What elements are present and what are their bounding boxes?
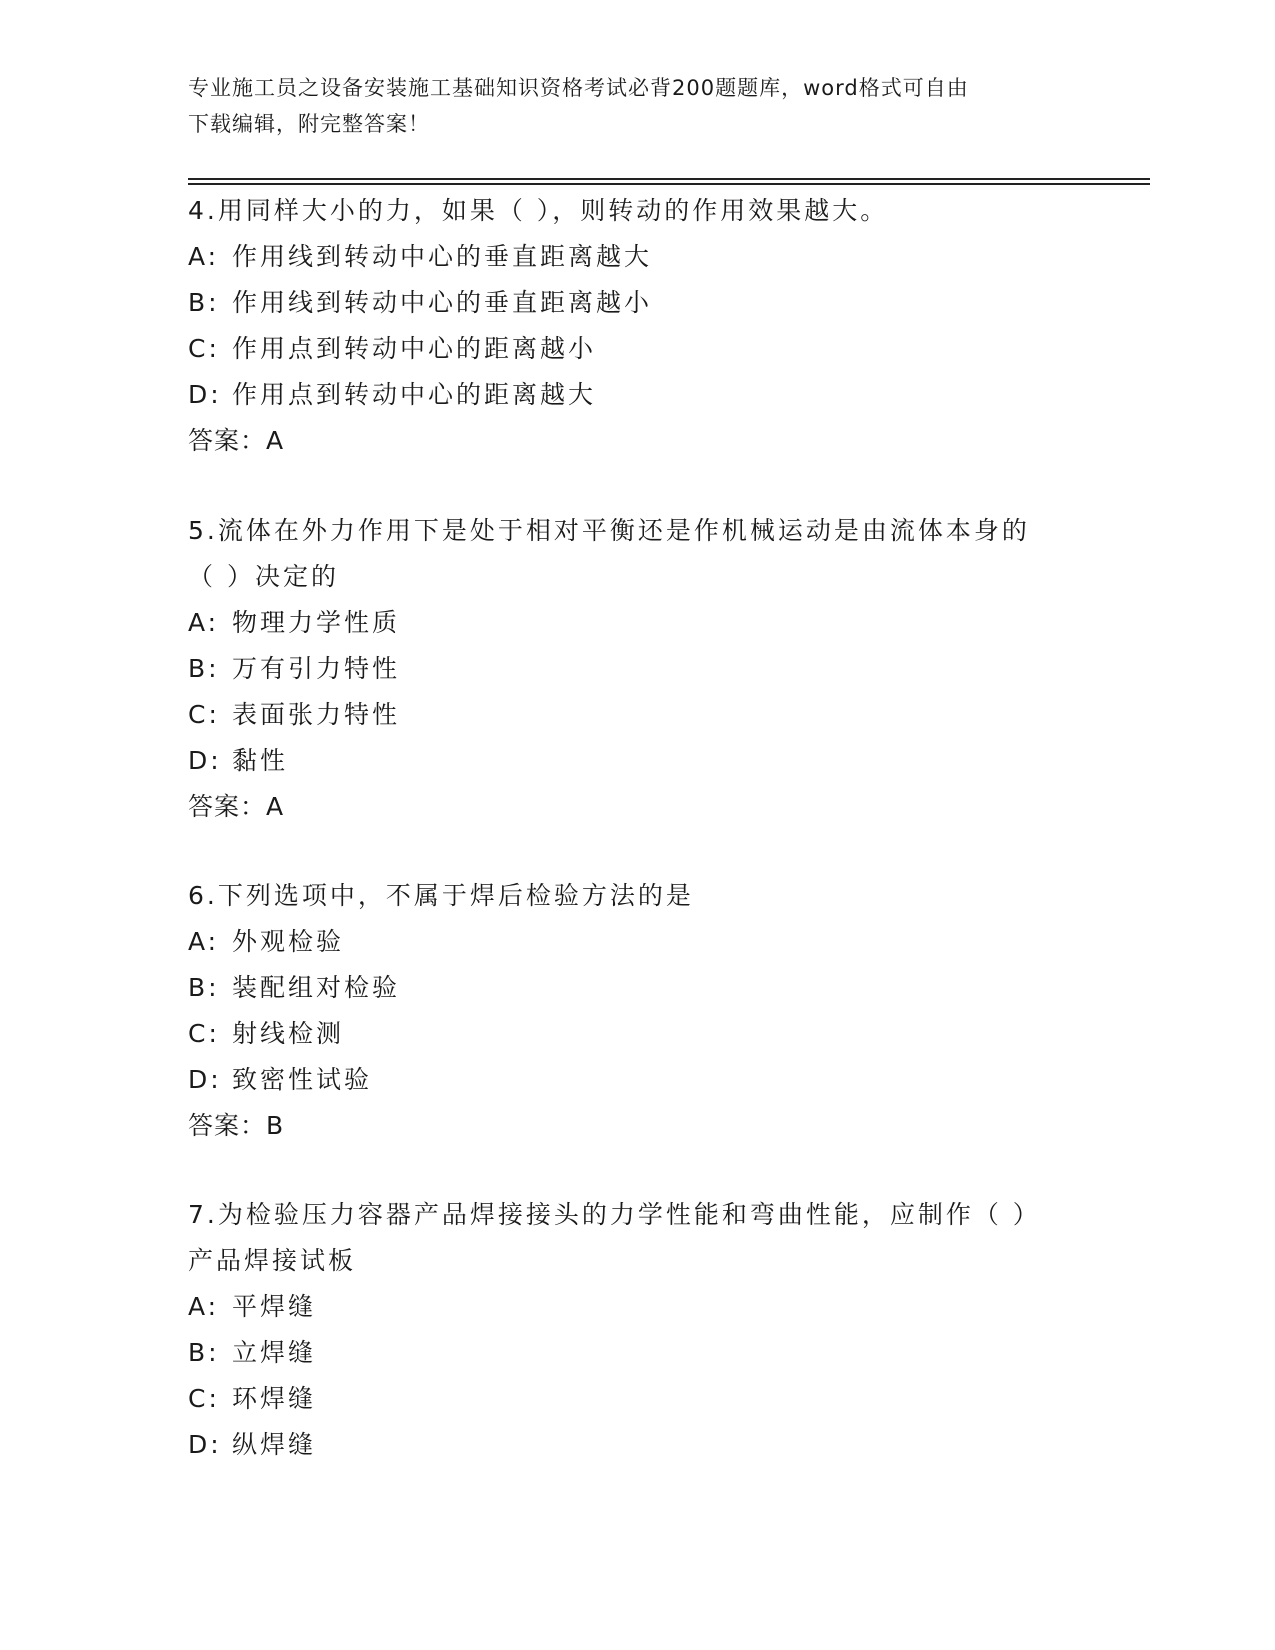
option-text: 物理力学性质 xyxy=(232,608,401,637)
option-text: 万有引力特性 xyxy=(232,654,401,683)
document-header xyxy=(188,70,1068,142)
question-stem: 4.用同样大小的力，如果（ ），则转动的作用效果越大。 xyxy=(188,196,889,225)
option-c xyxy=(188,326,1068,372)
header-divider-top xyxy=(188,178,1150,180)
option-a xyxy=(188,234,1068,280)
question-6 xyxy=(188,873,1068,1149)
option-letter: A: xyxy=(188,927,220,956)
option-d xyxy=(188,1422,1068,1468)
option-text: 平焊缝 xyxy=(232,1292,317,1321)
answer: 答案：A xyxy=(188,792,285,821)
option-a xyxy=(188,919,1068,965)
header-line-2: 下载编辑，附完整答案！ xyxy=(188,112,430,136)
question-7 xyxy=(188,1192,1068,1468)
question-5 xyxy=(188,508,1068,830)
question-stem-continued: （ ）决定的 xyxy=(188,562,339,591)
option-text: 立焊缝 xyxy=(232,1338,317,1367)
option-text: 作用点到转动中心的距离越小 xyxy=(232,334,597,363)
header-divider-bottom xyxy=(188,183,1150,185)
question-stem: 6.下列选项中，不属于焊后检验方法的是 xyxy=(188,881,694,910)
answer: 答案：A xyxy=(188,426,285,455)
option-letter: C: xyxy=(188,334,220,363)
option-letter: D: xyxy=(188,380,222,409)
option-letter: D: xyxy=(188,746,222,775)
option-d xyxy=(188,372,1068,418)
option-letter: C: xyxy=(188,1384,220,1413)
answer: 答案：B xyxy=(188,1111,285,1140)
header-line-1: 专业施工员之设备安装施工基础知识资格考试必背200题题库，word格式可自由 xyxy=(188,76,969,100)
option-letter: B: xyxy=(188,973,220,1002)
option-letter: A: xyxy=(188,242,220,271)
option-text: 致密性试验 xyxy=(232,1065,373,1094)
option-text: 作用点到转动中心的距离越大 xyxy=(232,380,597,409)
option-c xyxy=(188,1011,1068,1057)
question-4 xyxy=(188,188,1068,464)
option-letter: B: xyxy=(188,1338,220,1367)
option-a xyxy=(188,1284,1068,1330)
option-letter: C: xyxy=(188,700,220,729)
option-letter: D: xyxy=(188,1430,222,1459)
option-letter: B: xyxy=(188,654,220,683)
option-text: 黏性 xyxy=(232,746,289,775)
option-b xyxy=(188,1330,1068,1376)
option-c xyxy=(188,1376,1068,1422)
option-b xyxy=(188,965,1068,1011)
option-text: 作用线到转动中心的垂直距离越小 xyxy=(232,288,653,317)
option-letter: A: xyxy=(188,1292,220,1321)
option-text: 作用线到转动中心的垂直距离越大 xyxy=(232,242,653,271)
option-text: 射线检测 xyxy=(232,1019,345,1048)
option-text: 表面张力特性 xyxy=(232,700,401,729)
option-letter: B: xyxy=(188,288,220,317)
question-stem: 7.为检验压力容器产品焊接接头的力学性能和弯曲性能，应制作（ ） xyxy=(188,1200,1041,1229)
option-d xyxy=(188,738,1068,784)
question-stem-continued: 产品焊接试板 xyxy=(188,1246,357,1275)
option-text: 外观检验 xyxy=(232,927,345,956)
option-text: 环焊缝 xyxy=(232,1384,317,1413)
option-letter: D: xyxy=(188,1065,222,1094)
option-letter: A: xyxy=(188,608,220,637)
option-text: 装配组对检验 xyxy=(232,973,401,1002)
option-d xyxy=(188,1057,1068,1103)
option-b xyxy=(188,646,1068,692)
option-c xyxy=(188,692,1068,738)
question-stem: 5.流体在外力作用下是处于相对平衡还是作机械运动是由流体本身的 xyxy=(188,516,1030,545)
option-b xyxy=(188,280,1068,326)
option-text: 纵焊缝 xyxy=(232,1430,317,1459)
option-a xyxy=(188,600,1068,646)
option-letter: C: xyxy=(188,1019,220,1048)
